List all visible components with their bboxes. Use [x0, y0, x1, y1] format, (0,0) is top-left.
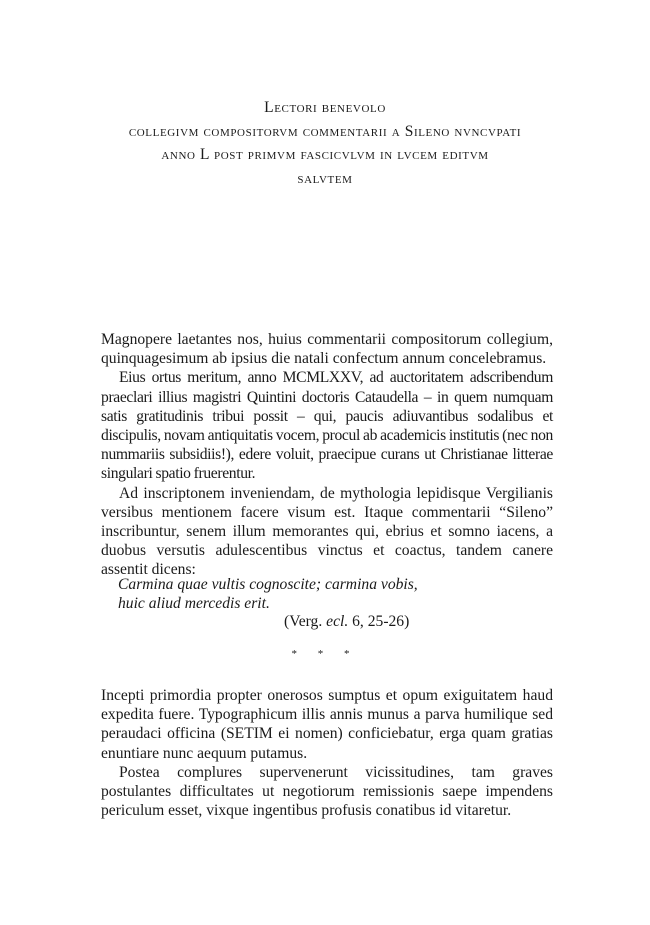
- paragraph-3: Ad inscriptonem inveniendam, de mythologia lepidisque Vergilianis versibus mentionem facere visum est. Itaque commentarii “Sileno” inscribuntur, senem illum memorantes qui, ebrius et somno iacens, a duobus versutis adulescentibus vinctus et coactus, tandem canere assentit dicens:: [101, 484, 553, 579]
- paragraph-1: Magnopere laetantes nos, huius commentarii compositorum collegium, quinquagesimum ab ipsius die natali confectum annum concelebramus.: [101, 331, 553, 368]
- verse-citation: [284, 612, 409, 631]
- verse-line-1: Carmina quae vultis cognoscite; carmina vobis,: [118, 576, 418, 593]
- verse-quotation: [118, 575, 418, 613]
- verse-line-2: huic aliud mercedis erit.: [118, 595, 270, 613]
- paragraph-5: Postea complures supervenerunt vicissitudines, tam graves postulantes difficultates ut negotiorum remissionis saepe impendens periculum esset, vixque ingentibus profusis conatibus id vitaretur.: [101, 763, 553, 820]
- citation-ref: 6, 25-26): [348, 613, 410, 630]
- paragraph-2: Eius ortus meritum, anno MCMLXXV, ad auctoritatem adscribendum praeclari illius magistri Quintini doctoris Cataudella – in quem numquam satis gratitudinis tribui possit – qui, paucis adiuvantibus sodalibus et discipulis, novam antiquitatis vocem, procul ab academicis institutis (nec non nummariis subsidiis!), edere voluit, praecipue curans ut Christianae litterae singulari spatio fruerentur.: [101, 369, 553, 483]
- paragraph-4: Incepti primordia propter onerosos sumptus et opum exiguitatem haud expedita fuere. Typographicum illis annis munus a parva humilique sed peraudaci officina (SETIM ei nomen) conficiebatur, erga quam gratias enuntiare nunc aequum putamus.: [101, 687, 553, 762]
- heading-line-2: collegivm compositorvm commentarii a Sileno nvncvpati: [128, 122, 522, 140]
- dedication-heading: [60, 96, 590, 190]
- citation-work: ecl.: [326, 613, 349, 630]
- section-separator: * * *: [291, 648, 359, 660]
- heading-line-1: Lectori benevolo: [264, 99, 386, 116]
- heading-line-3: anno L post primvm fascicvlvm in lvcem editvm: [161, 146, 489, 163]
- body-text-top: [101, 330, 553, 580]
- citation-open: (Verg.: [284, 613, 327, 630]
- body-text-bottom: [101, 686, 553, 820]
- heading-line-4: salvtem: [297, 169, 353, 187]
